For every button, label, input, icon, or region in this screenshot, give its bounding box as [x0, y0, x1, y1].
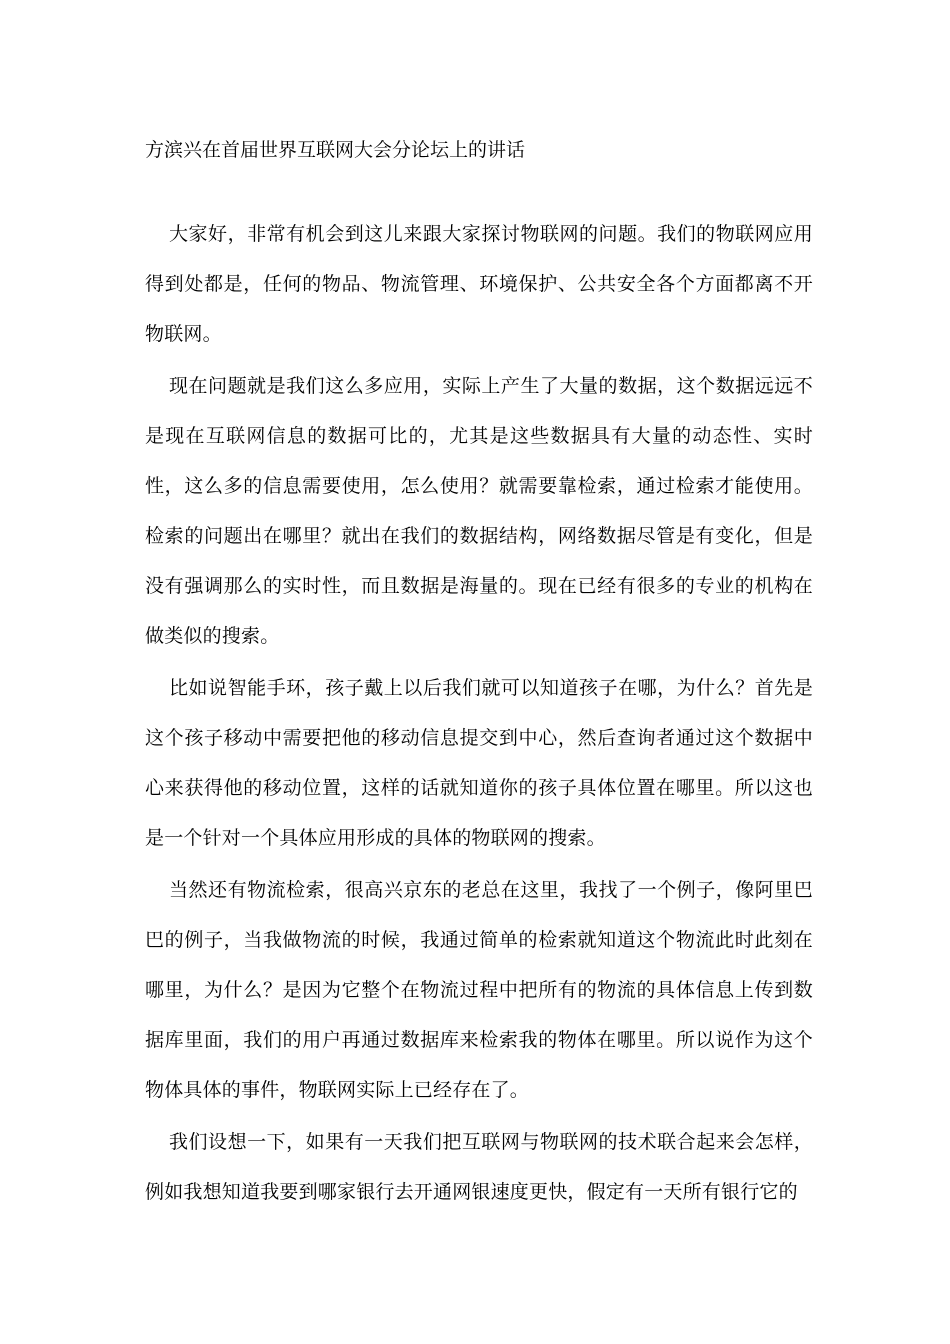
paragraph: 现在问题就是我们这么多应用，实际上产生了大量的数据，这个数据远远不是现在互联网信息的数据可比的，尤其是这些数据具有大量的动态性、实时性，这么多的信息需要使用，怎么使用？就需要靠检索，通过检索才能使用。检索的问题出在哪里？就出在我们的数据结构，网络数据尽管是有变化，但是没有强调那么的实时性，而且数据是海量的。现在已经有很多的专业的机构在做类似的搜索。 — [145, 375, 813, 647]
document-title: 方滨兴在首届世界互联网大会分论坛上的讲话 — [145, 139, 526, 161]
paragraph: 大家好，非常有机会到这儿来跟大家探讨物联网的问题。我们的物联网应用得到处都是，任何的物品、物流管理、环境保护、公共安全各个方面都离不开物联网。 — [145, 223, 813, 345]
paragraph: 当然还有物流检索，很高兴京东的老总在这里，我找了一个例子，像阿里巴巴的例子，当我做物流的时候，我通过简单的检索就知道这个物流此时此刻在哪里，为什么？是因为它整个在物流过程中把所有的物流的具体信息上传到数据库里面，我们的用户再通过数据库来检索我的物体在哪里。所以说作为这个物体具体的事件，物联网实际上已经存在了。 — [145, 879, 813, 1101]
paragraph: 我们设想一下，如果有一天我们把互联网与物联网的技术联合起来会怎样，例如我想知道我要到哪家银行去开通网银速度更快，假定有一天所有银行它的 — [145, 1131, 813, 1203]
document-body — [145, 209, 813, 1219]
paragraph: 比如说智能手环，孩子戴上以后我们就可以知道孩子在哪，为什么？首先是这个孩子移动中需要把他的移动信息提交到中心，然后查询者通过这个数据中心来获得他的移动位置，这样的话就知道你的孩子具体位置在哪里。所以这也是一个针对一个具体应用形成的具体的物联网的搜索。 — [145, 677, 813, 849]
